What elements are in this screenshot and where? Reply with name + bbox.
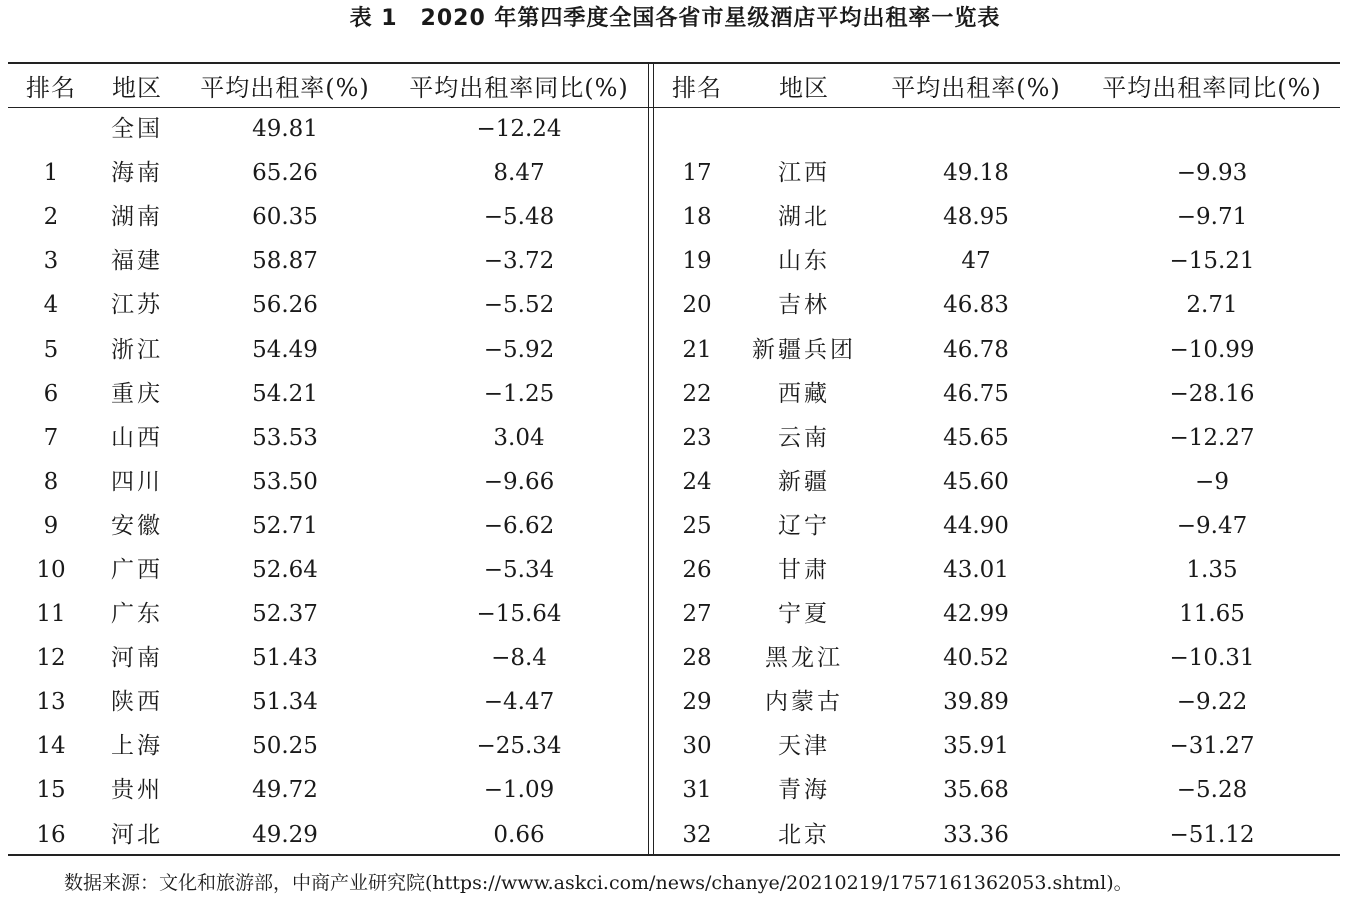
yoy-cell: −5.28 — [1176, 777, 1248, 804]
table-row — [8, 680, 648, 724]
header-rank: 排名 — [672, 74, 722, 102]
region-cell: 广西 — [111, 556, 163, 583]
rank-cell: 8 — [43, 468, 59, 495]
occupancy-cell: 49.81 — [252, 116, 318, 143]
table-row — [654, 592, 1340, 636]
occupancy-cell: 53.53 — [252, 424, 318, 451]
rank-cell: 10 — [36, 556, 66, 583]
rank-cell: 29 — [682, 689, 712, 716]
table-row — [8, 107, 648, 151]
rank-cell: 24 — [682, 468, 712, 495]
yoy-cell: −12.24 — [476, 116, 562, 143]
table-row — [8, 724, 648, 768]
occupancy-cell: 52.71 — [252, 512, 318, 539]
occupancy-cell: 56.26 — [252, 292, 318, 319]
table-row — [654, 768, 1340, 812]
table-row — [654, 813, 1340, 857]
table-row — [8, 327, 648, 371]
region-cell: 甘肃 — [778, 556, 830, 583]
source-note: 数据来源：文化和旅游部，中商产业研究院(https://www.askci.com/news/chanye/20210219/1757161362053.shtml)。 — [64, 872, 1133, 894]
yoy-cell: −25.34 — [476, 733, 562, 760]
region-cell: 福建 — [111, 248, 163, 275]
left-table — [8, 64, 648, 857]
rank-cell: 22 — [682, 380, 712, 407]
rank-cell: 18 — [682, 204, 712, 231]
rank-cell: 31 — [682, 777, 712, 804]
rank-cell: 2 — [43, 204, 59, 231]
rank-cell: 32 — [682, 821, 712, 848]
table-title: 表 1 2020 年第四季度全国各省市星级酒店平均出租率一览表 — [349, 6, 1001, 31]
table-row — [654, 107, 1340, 151]
yoy-cell: 2.71 — [1186, 292, 1238, 319]
yoy-cell: 1.35 — [1186, 556, 1238, 583]
table-row — [654, 283, 1340, 327]
occupancy-cell: 51.43 — [252, 645, 318, 672]
yoy-cell: −5.92 — [483, 336, 555, 363]
occupancy-cell: 54.21 — [252, 380, 318, 407]
yoy-cell: 8.47 — [493, 160, 545, 187]
rank-cell: 21 — [682, 336, 712, 363]
occupancy-cell: 44.90 — [943, 512, 1009, 539]
region-cell: 北京 — [778, 821, 830, 848]
occupancy-cell: 54.49 — [252, 336, 318, 363]
table-row — [654, 195, 1340, 239]
yoy-cell: −5.48 — [483, 204, 555, 231]
occupancy-cell: 42.99 — [943, 601, 1009, 628]
region-cell: 江苏 — [111, 292, 163, 319]
yoy-cell: −15.64 — [476, 601, 562, 628]
yoy-cell: −3.72 — [483, 248, 555, 275]
occupancy-cell: 40.52 — [943, 645, 1009, 672]
yoy-cell: −1.25 — [483, 380, 555, 407]
rank-cell: 9 — [43, 512, 59, 539]
header-region: 地区 — [779, 74, 829, 102]
column-divider-left — [648, 63, 649, 855]
table-row — [654, 504, 1340, 548]
region-cell: 新疆兵团 — [752, 336, 856, 363]
header-occupancy: 平均出租率(%) — [200, 74, 370, 102]
region-cell: 湖南 — [111, 204, 163, 231]
yoy-cell: −1.09 — [483, 777, 555, 804]
occupancy-cell: 60.35 — [252, 204, 318, 231]
table-row — [654, 239, 1340, 283]
rank-cell: 26 — [682, 556, 712, 583]
table-row — [8, 372, 648, 416]
occupancy-cell: 47 — [961, 248, 991, 275]
occupancy-cell: 51.34 — [252, 689, 318, 716]
header-region: 地区 — [112, 74, 162, 102]
table-row — [654, 636, 1340, 680]
occupancy-cell: 35.91 — [943, 733, 1009, 760]
rank-cell: 3 — [43, 248, 59, 275]
region-cell: 江西 — [778, 160, 830, 187]
rank-cell: 11 — [36, 601, 66, 628]
occupancy-cell: 46.83 — [943, 292, 1009, 319]
yoy-cell — [1084, 107, 1340, 151]
region-cell: 辽宁 — [778, 512, 830, 539]
occupancy-cell: 49.72 — [252, 777, 318, 804]
region-cell: 河南 — [111, 645, 163, 672]
region-cell: 广东 — [111, 601, 163, 628]
occupancy-cell: 45.65 — [943, 424, 1009, 451]
region-cell: 山西 — [111, 424, 163, 451]
rank-cell: 5 — [43, 336, 59, 363]
table-row — [8, 239, 648, 283]
region-cell — [740, 107, 868, 151]
yoy-cell: −51.12 — [1169, 821, 1255, 848]
region-cell: 上海 — [111, 733, 163, 760]
yoy-cell: −5.52 — [483, 292, 555, 319]
occupancy-cell: 52.37 — [252, 601, 318, 628]
table-row — [8, 283, 648, 327]
yoy-cell: 3.04 — [493, 424, 545, 451]
header-yoy: 平均出租率同比(%) — [409, 74, 629, 102]
right-header-row — [654, 64, 1340, 107]
yoy-cell: −4.47 — [483, 689, 555, 716]
occupancy-cell: 46.78 — [943, 336, 1009, 363]
table-row — [654, 548, 1340, 592]
occupancy-cell — [868, 107, 1084, 151]
region-cell: 陕西 — [111, 689, 163, 716]
rank-cell: 20 — [682, 292, 712, 319]
region-cell: 贵州 — [111, 777, 163, 804]
table-row — [654, 724, 1340, 768]
table-row — [654, 460, 1340, 504]
yoy-cell: −31.27 — [1169, 733, 1255, 760]
rank-cell: 7 — [43, 424, 59, 451]
yoy-cell: 0.66 — [493, 821, 545, 848]
rank-cell: 28 — [682, 645, 712, 672]
occupancy-cell: 53.50 — [252, 468, 318, 495]
rank-cell: 19 — [682, 248, 712, 275]
rank-cell: 12 — [36, 645, 66, 672]
region-cell: 海南 — [111, 160, 163, 187]
yoy-cell: −9.93 — [1176, 160, 1248, 187]
rank-cell: 23 — [682, 424, 712, 451]
table-row — [654, 416, 1340, 460]
table-row — [8, 504, 648, 548]
yoy-cell: −28.16 — [1169, 380, 1255, 407]
left-header-row — [8, 64, 648, 107]
table-row — [8, 460, 648, 504]
rank-cell: 6 — [43, 380, 59, 407]
yoy-cell: −10.99 — [1169, 336, 1255, 363]
header-yoy: 平均出租率同比(%) — [1102, 74, 1322, 102]
yoy-cell: −15.21 — [1169, 248, 1255, 275]
header-rank: 排名 — [26, 74, 76, 102]
table-row — [8, 195, 648, 239]
rank-cell: 17 — [682, 160, 712, 187]
rank-cell: 15 — [36, 777, 66, 804]
region-cell: 西藏 — [778, 380, 830, 407]
yoy-cell: −9 — [1195, 468, 1229, 495]
table-row — [8, 151, 648, 195]
region-cell: 山东 — [778, 248, 830, 275]
region-cell: 湖北 — [778, 204, 830, 231]
region-cell: 内蒙古 — [765, 689, 843, 716]
region-cell: 天津 — [778, 733, 830, 760]
table-row — [8, 592, 648, 636]
table-row — [8, 548, 648, 592]
region-cell: 四川 — [111, 468, 163, 495]
rank-cell: 1 — [43, 160, 59, 187]
rank-cell — [654, 107, 740, 151]
region-cell: 全国 — [111, 116, 163, 143]
header-occupancy: 平均出租率(%) — [891, 74, 1061, 102]
yoy-cell: −9.47 — [1176, 512, 1248, 539]
yoy-cell: −6.62 — [483, 512, 555, 539]
region-cell: 重庆 — [111, 380, 163, 407]
rank-cell: 25 — [682, 512, 712, 539]
yoy-cell: −10.31 — [1169, 645, 1255, 672]
occupancy-cell: 35.68 — [943, 777, 1009, 804]
region-cell: 宁夏 — [778, 601, 830, 628]
rank-cell: 13 — [36, 689, 66, 716]
yoy-cell: 11.65 — [1179, 601, 1245, 628]
table-row — [8, 768, 648, 812]
table-row — [8, 416, 648, 460]
table-row — [654, 680, 1340, 724]
occupancy-cell: 43.01 — [943, 556, 1009, 583]
rank-cell: 27 — [682, 601, 712, 628]
rank-cell: 4 — [43, 292, 59, 319]
yoy-cell: −9.66 — [483, 468, 555, 495]
occupancy-cell: 48.95 — [943, 204, 1009, 231]
region-cell: 新疆 — [778, 468, 830, 495]
occupancy-cell: 52.64 — [252, 556, 318, 583]
occupancy-cell: 46.75 — [943, 380, 1009, 407]
table-row — [654, 372, 1340, 416]
region-cell: 浙江 — [111, 336, 163, 363]
yoy-cell: −9.71 — [1176, 204, 1248, 231]
occupancy-cell: 45.60 — [943, 468, 1009, 495]
occupancy-cell: 58.87 — [252, 248, 318, 275]
region-cell: 黑龙江 — [765, 645, 843, 672]
occupancy-cell: 39.89 — [943, 689, 1009, 716]
rank-cell — [8, 107, 94, 151]
region-cell: 青海 — [778, 777, 830, 804]
yoy-cell: −9.22 — [1176, 689, 1248, 716]
yoy-cell: −5.34 — [483, 556, 555, 583]
region-cell: 河北 — [111, 821, 163, 848]
occupancy-cell: 49.29 — [252, 821, 318, 848]
yoy-cell: −12.27 — [1169, 424, 1255, 451]
table-row — [654, 151, 1340, 195]
region-cell: 吉林 — [778, 292, 830, 319]
rank-cell: 16 — [36, 821, 66, 848]
region-cell: 安徽 — [111, 512, 163, 539]
rank-cell: 30 — [682, 733, 712, 760]
occupancy-cell: 33.36 — [943, 821, 1009, 848]
occupancy-cell: 65.26 — [252, 160, 318, 187]
yoy-cell: −8.4 — [491, 645, 547, 672]
occupancy-cell: 50.25 — [252, 733, 318, 760]
table-row — [654, 327, 1340, 371]
table-row — [8, 813, 648, 857]
region-cell: 云南 — [778, 424, 830, 451]
occupancy-cell: 49.18 — [943, 160, 1009, 187]
rank-cell: 14 — [36, 733, 66, 760]
table-row — [8, 636, 648, 680]
right-table — [654, 64, 1340, 857]
